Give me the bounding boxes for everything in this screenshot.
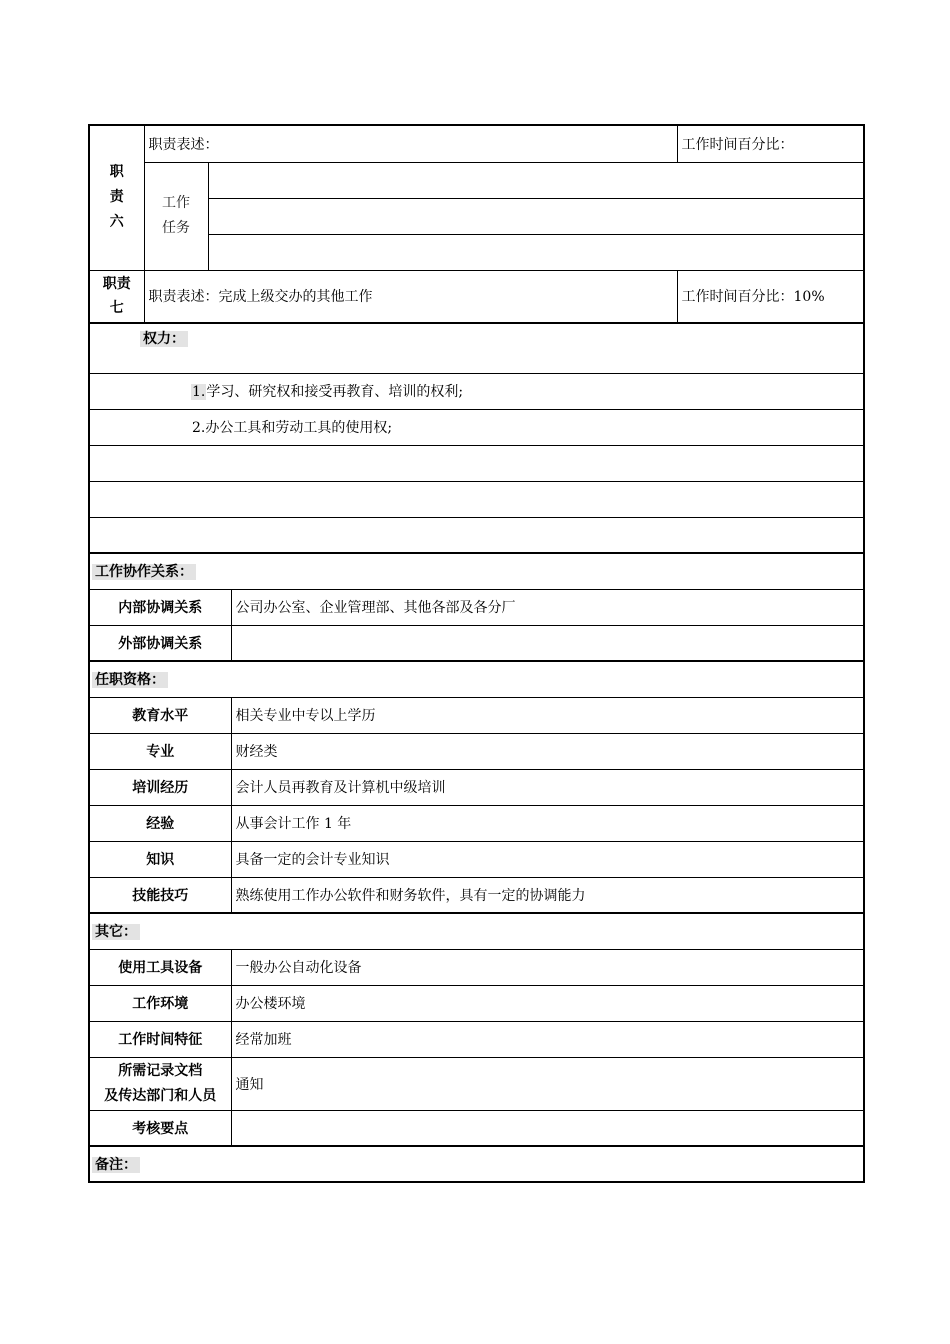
other-label: 工作环境 [89,985,231,1021]
authority-title-row [89,323,864,373]
other-label: 使用工具设备 [89,949,231,985]
qualification-value: 从事会计工作 1 年 [231,805,864,841]
qualification-value: 财经类 [231,733,864,769]
duty6-label-line: 责 [109,189,124,206]
qualification-value: 会计人员再教育及计算机中级培训 [231,769,864,805]
cooperation-label: 内部协调关系 [89,589,231,625]
duty6-label [89,125,144,270]
cooperation-value[interactable] [231,625,864,661]
duty7-percent: 工作时间百分比：10% [677,270,864,323]
authority-empty-row [89,517,864,553]
other-title-row [89,913,864,949]
job-description-table [88,124,865,1183]
duty6-task-label [144,162,208,270]
authority-title-cell [89,323,864,373]
other-title-cell [89,913,864,949]
other-row [89,1110,864,1146]
qualification-label: 技能技巧 [89,877,231,913]
authority-item-text: 办公工具和劳动工具的使用权; [205,420,393,436]
cooperation-title: 工作协作关系： [92,564,196,580]
other-title: 其它： [92,924,140,940]
other-label-line: 及传达部门和人员 [104,1087,217,1104]
cooperation-title-row [89,553,864,589]
duty7-label [89,270,144,323]
qualification-label: 培训经历 [89,769,231,805]
other-label: 工作时间特征 [89,1021,231,1057]
duty7-label-line: 七 [109,300,124,317]
authority-empty-cell[interactable] [89,481,864,517]
duty7-row [89,270,864,323]
qualification-value: 熟练使用工作办公软件和财务软件，具有一定的协调能力 [231,877,864,913]
other-row [89,1057,864,1110]
authority-item [89,409,864,445]
other-row [89,985,864,1021]
qualification-row [89,697,864,733]
duty6-task-cell[interactable] [208,162,864,198]
authority-empty-row [89,445,864,481]
other-value: 一般办公自动化设备 [231,949,864,985]
duty6-task-label-line: 工作 [162,195,190,211]
qualification-title-row [89,661,864,697]
qualification-row [89,877,864,913]
duty6-percent-label: 工作时间百分比： [677,125,864,162]
authority-item-text: 学习、研究权和接受再教育、培训的权利; [206,384,464,400]
duty7-label-line: 职责 [102,276,131,293]
duty6-desc-row [89,125,864,162]
other-value: 通知 [231,1057,864,1110]
remarks-cell[interactable] [89,1146,864,1182]
duty6-task-cell[interactable] [208,234,864,270]
other-value[interactable] [231,1110,864,1146]
authority-empty-cell[interactable] [89,445,864,481]
duty7-desc: 职责表述：完成上级交办的其他工作 [144,270,677,323]
authority-item [89,373,864,409]
other-value: 办公楼环境 [231,985,864,1021]
qualification-title: 任职资格： [92,672,168,688]
qualification-value: 相关专业中专以上学历 [231,697,864,733]
qualification-label: 专业 [89,733,231,769]
cooperation-row [89,625,864,661]
authority-item-row [89,373,864,409]
remarks-title: 备注： [92,1157,140,1173]
other-label-line: 所需记录文档 [118,1062,203,1079]
cooperation-title-cell [89,553,864,589]
duty6-task-row [89,162,864,198]
qualification-row [89,733,864,769]
qualification-value: 具备一定的会计专业知识 [231,841,864,877]
other-label [89,1057,231,1110]
qualification-row [89,769,864,805]
authority-empty-cell[interactable] [89,517,864,553]
duty6-label-line: 六 [109,214,124,231]
authority-item-number: 2. [192,420,206,436]
qualification-row [89,841,864,877]
other-row [89,1021,864,1057]
qualification-label: 知识 [89,841,231,877]
qualification-label: 经验 [89,805,231,841]
duty6-desc-label: 职责表述： [144,125,677,162]
authority-title: 权力： [140,331,188,347]
qualification-label: 教育水平 [89,697,231,733]
qualification-row [89,805,864,841]
cooperation-value: 公司办公室、企业管理部、其他各部及各分厂 [231,589,864,625]
authority-item-row [89,409,864,445]
other-row [89,949,864,985]
other-label: 考核要点 [89,1110,231,1146]
duty6-task-label-line: 任务 [162,220,190,236]
duty6-label-line: 职 [109,164,124,181]
duty6-task-cell[interactable] [208,198,864,234]
other-value: 经常加班 [231,1021,864,1057]
authority-item-number: 1. [192,384,206,400]
remarks-row [89,1146,864,1182]
cooperation-label: 外部协调关系 [89,625,231,661]
authority-empty-row [89,481,864,517]
cooperation-row [89,589,864,625]
qualification-title-cell [89,661,864,697]
